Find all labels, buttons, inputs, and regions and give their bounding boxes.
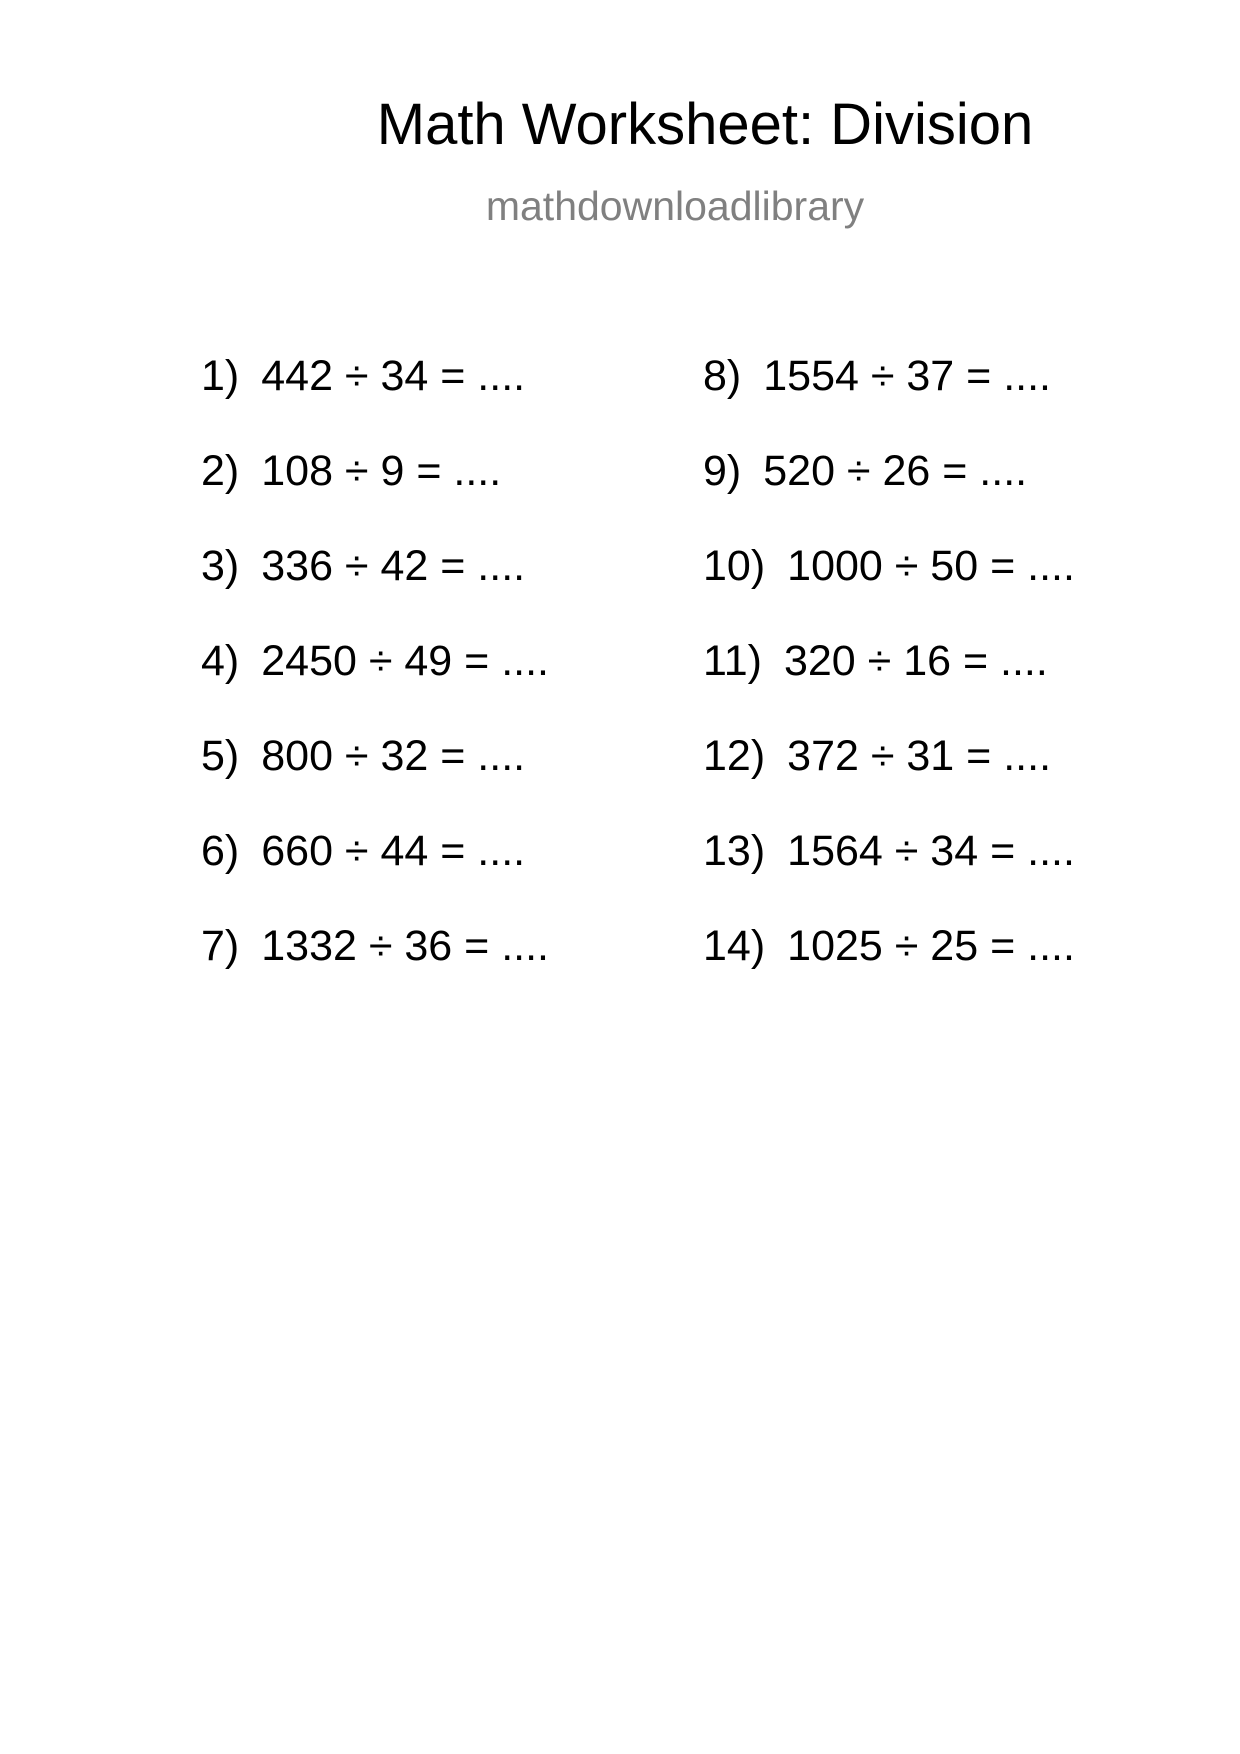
problem-number: 1) [201,352,240,400]
problems-column-left [201,352,550,1020]
problem-number: 9) [703,447,742,495]
problem-11 [703,637,1075,735]
problem-4 [201,637,550,735]
problem-number: 14) [703,922,766,970]
problem-number: 6) [201,827,240,875]
problem-expression: 1332 ÷ 36 = .... [261,922,550,970]
problem-1 [201,352,549,450]
problem-10 [703,542,1075,640]
problem-6 [201,827,549,925]
problem-12 [703,732,1075,830]
problem-number: 12) [703,732,766,780]
problem-expression: 520 ÷ 26 = .... [763,447,1028,495]
problem-9 [703,447,1075,545]
problem-7 [201,922,550,1020]
problem-3 [201,542,549,640]
problem-number: 5) [201,732,240,780]
worksheet-title: Math Worksheet: Division [376,92,1034,157]
problem-number: 8) [703,352,742,400]
problem-14 [703,922,1075,1020]
problem-number: 7) [201,922,240,970]
problem-number: 10) [703,542,766,590]
problem-expression: 108 ÷ 9 = .... [261,447,502,495]
problem-13 [703,827,1075,925]
problem-expression: 1000 ÷ 50 = .... [787,542,1075,590]
problem-expression: 372 ÷ 31 = .... [787,732,1052,780]
problem-number: 4) [201,637,240,685]
problem-number: 3) [201,542,240,590]
problem-expression: 2450 ÷ 49 = .... [261,637,550,685]
problem-5 [201,732,549,830]
problem-2 [201,447,549,545]
problem-expression: 336 ÷ 42 = .... [261,542,526,590]
problem-expression: 1025 ÷ 25 = .... [787,922,1075,970]
problem-expression: 1554 ÷ 37 = .... [763,352,1052,400]
problem-expression: 442 ÷ 34 = .... [261,352,526,400]
problem-expression: 320 ÷ 16 = .... [783,637,1048,685]
problem-number: 2) [201,447,240,495]
problem-8 [703,352,1075,450]
problem-expression: 660 ÷ 44 = .... [261,827,526,875]
problem-expression: 800 ÷ 32 = .... [261,732,526,780]
problems-column-right [703,352,1075,1020]
worksheet-subtitle: mathdownloadlibrary [485,183,865,229]
problem-number: 13) [703,827,766,875]
problem-expression: 1564 ÷ 34 = .... [787,827,1075,875]
problem-number: 11) [703,637,762,685]
